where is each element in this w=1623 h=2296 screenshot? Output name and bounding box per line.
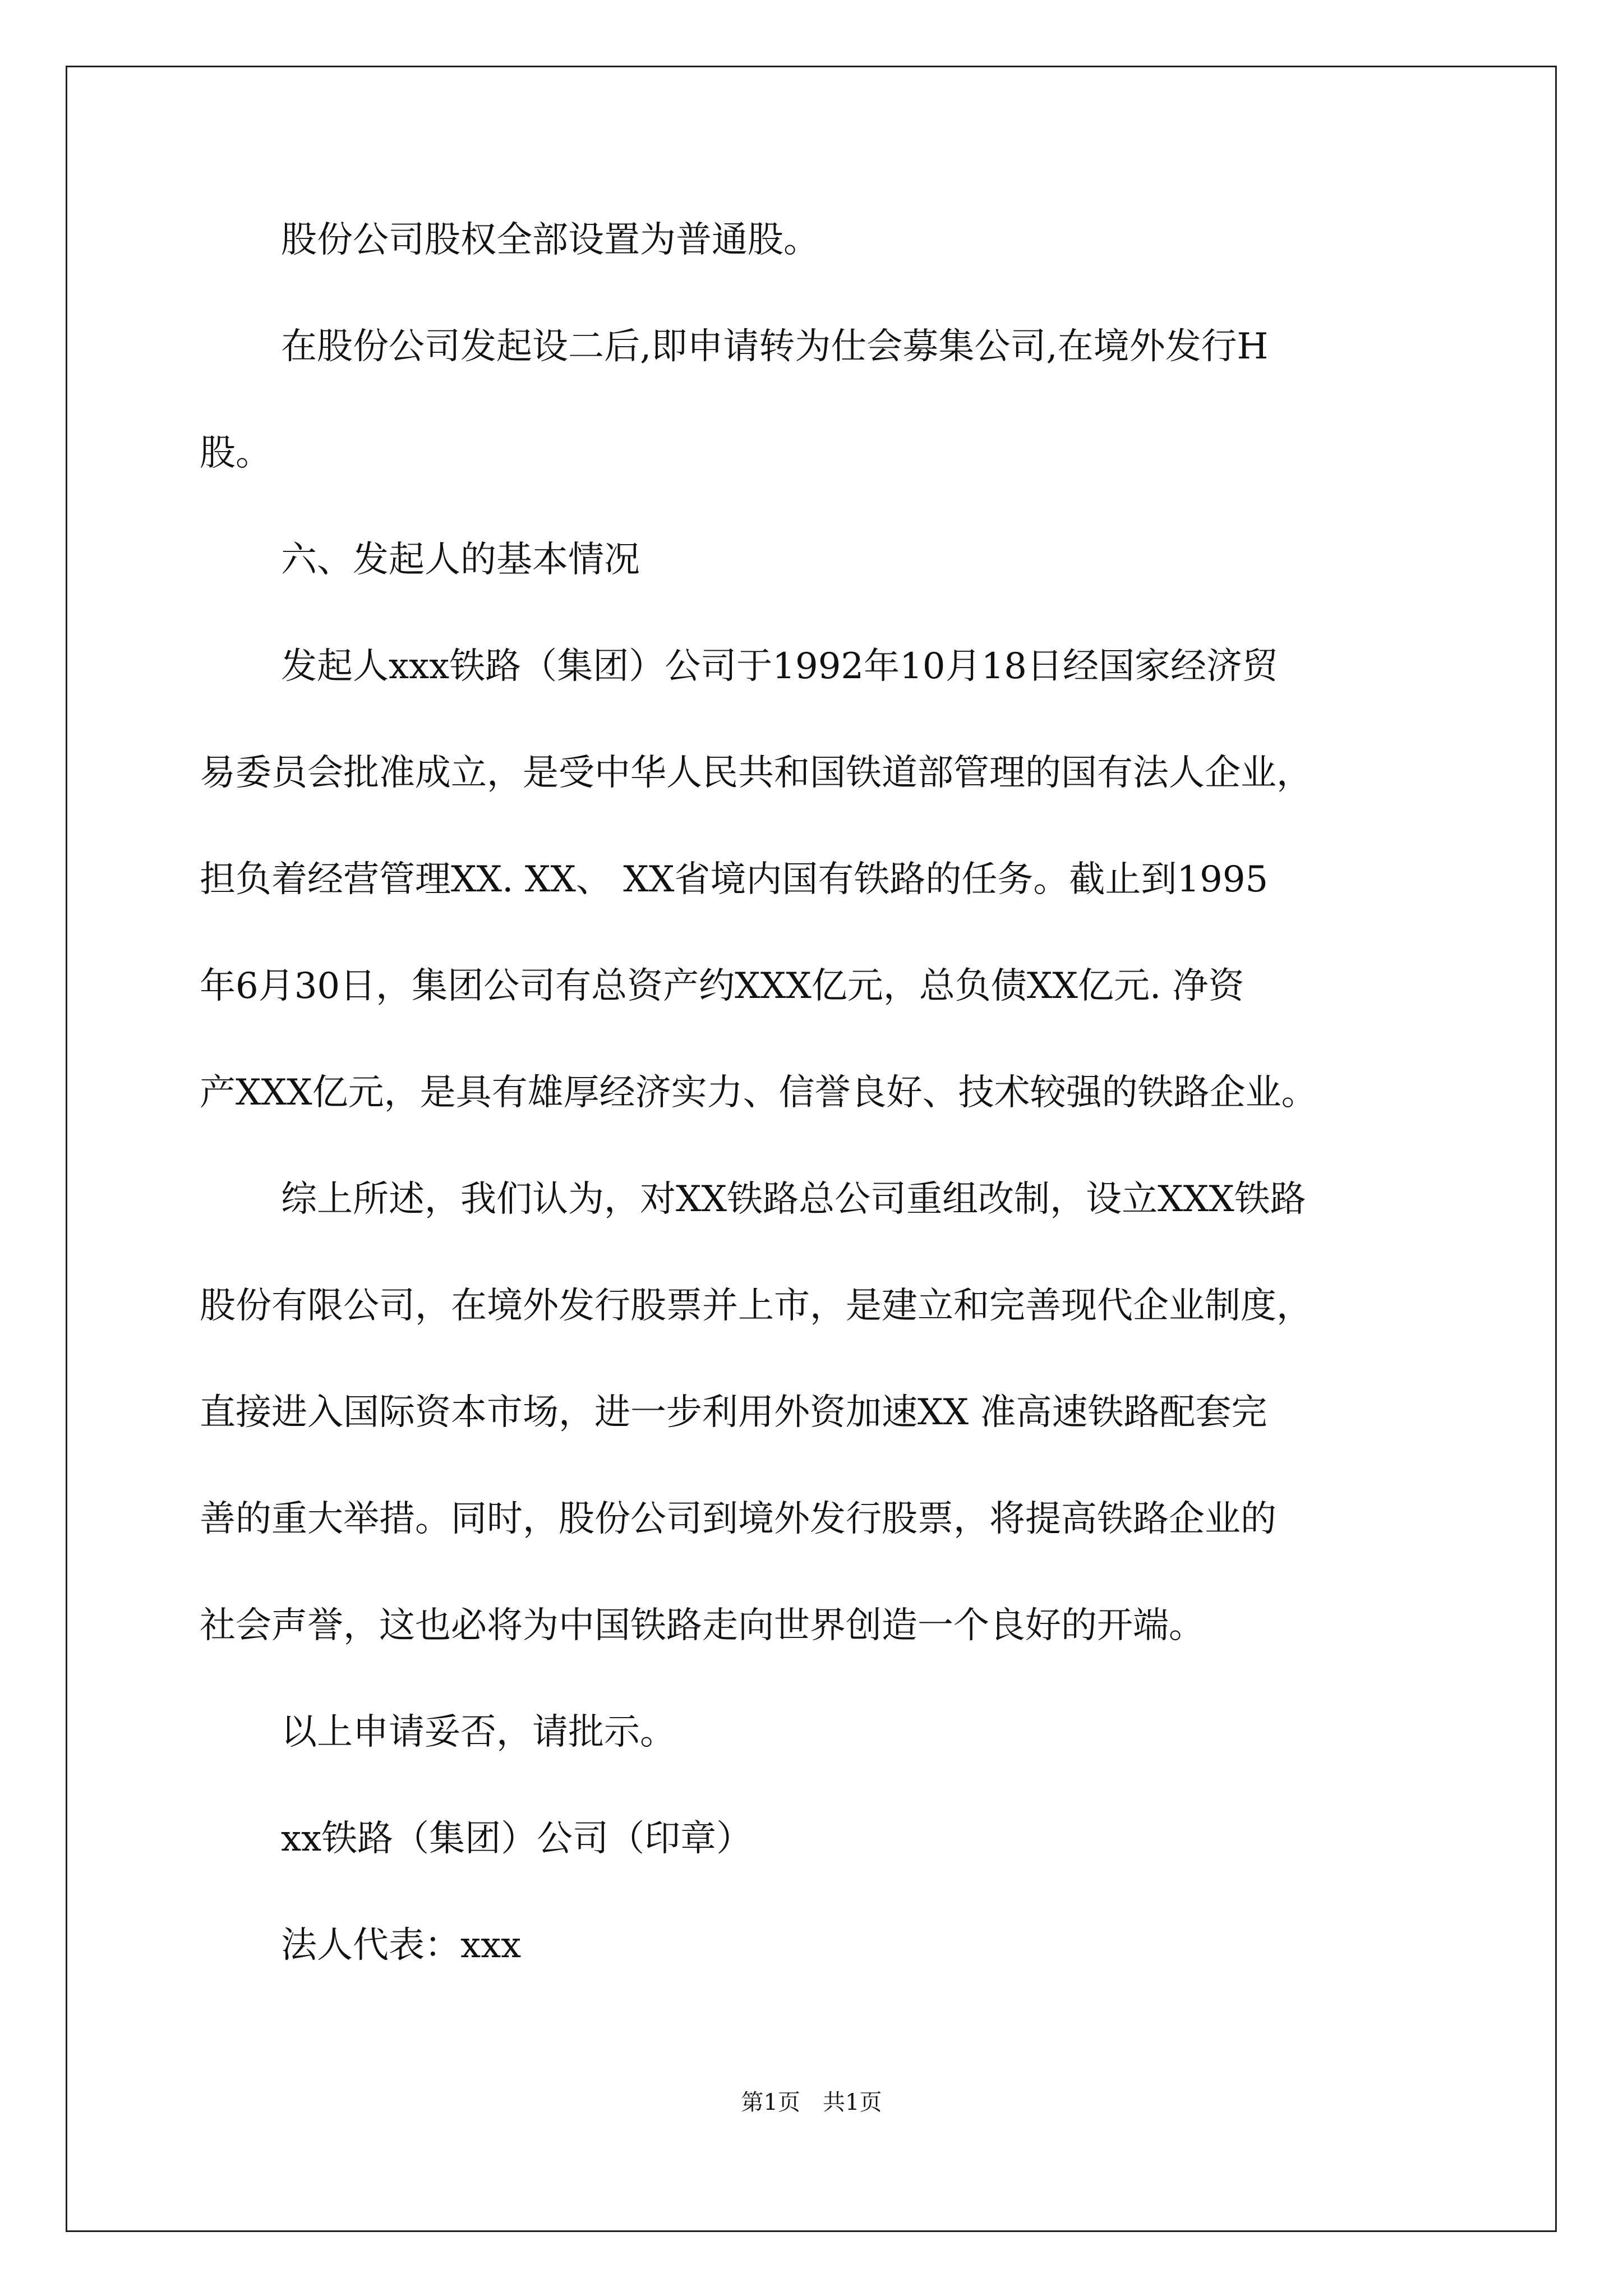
paragraph-line: 担负着经营管理XX. XX、 XX省境内国有铁路的任务。截止到1995 [200,859,1269,900]
legal-representative: 法人代表：xxx [281,1925,522,1966]
company-signature: xx铁路（集团）公司（印章） [281,1818,753,1860]
paragraph-line: 股。 [200,432,271,474]
section-heading: 六、发起人的基本情况 [281,539,640,581]
closing-request: 以上申请妥否，请批示。 [281,1711,676,1753]
page-number-footer: 第1页 共1页 [741,2090,882,2115]
paragraph-line: 直接进入国际资本市场，进一步利用外资加速XX 准高速铁路配套完 [200,1392,1267,1433]
paragraph-line: 年6月30日，集团公司有总资产约XXX亿元，总负债XX亿元. 净资 [200,965,1244,1007]
page-border [66,66,1557,2232]
paragraph-line: 善的重大举措。同时，股份公司到境外发行股票，将提高铁路企业的 [200,1498,1276,1540]
paragraph-line: 易委员会批准成立，是受中华人民共和国铁道部管理的国有法人企业， [200,752,1312,794]
paragraph-line: 产XXX亿元，是具有雄厚经济实力、信誉良好、技术较强的铁路企业。 [200,1072,1317,1114]
paragraph-line: 股份公司股权全部设置为普通股。 [281,219,819,261]
paragraph-line: 股份有限公司，在境外发行股票并上市，是建立和完善现代企业制度， [200,1285,1312,1327]
paragraph-line: 发起人xxx铁路（集团）公司于1992年10月18日经国家经济贸 [281,646,1279,687]
paragraph-line: 综上所述，我们认为，对XX铁路总公司重组改制，设立XXX铁路 [281,1179,1306,1220]
paragraph-line: 在股份公司发起设二后,即申请转为仕会募集公司,在境外发行H [281,326,1269,367]
paragraph-line: 社会声誉，这也必将为中国铁路走向世界创造一个良好的开端。 [200,1605,1205,1646]
